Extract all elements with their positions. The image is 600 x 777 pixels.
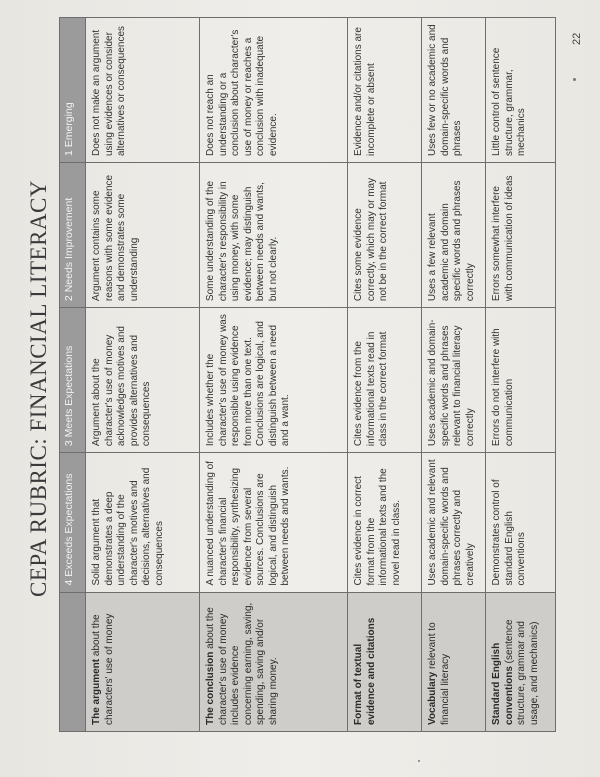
criterion-bold: Vocabulary (427, 671, 438, 725)
scan-speck (418, 760, 420, 762)
rubric-cell-needs-improvement: Some understanding of the character's responsibility in using money, with some evidence; may distinguish between needs and wants, but not clearly. (200, 163, 348, 308)
rubric-cell-needs-improvement: Uses a few relevant academic and domain specific words and phrases correctly (422, 163, 486, 308)
criterion-cell (422, 592, 486, 731)
header-meets-expectations: 3 Meets Expectations (60, 308, 86, 453)
page-number: 22 (571, 32, 583, 45)
header-exceeds-expectations: 4 Exceeds Expectations (60, 453, 86, 592)
criterion-cell (200, 592, 348, 731)
rubric-cell-needs-improvement: Argument contains some reasons with some evidence and demonstrates some understanding (86, 163, 200, 308)
rubric-cell-meets: Cites evidence from the informational texts read in class in the correct format (348, 308, 422, 453)
rubric-cell-emerging: Does not make an argument using evidences or consider alternatives or consequences (86, 18, 200, 163)
rubric-cell-needs-improvement: Cites some evidence correctly, which may or may not be in the correct format (348, 163, 422, 308)
rubric-row-vocabulary (422, 18, 486, 732)
rubric-cell-exceeds: A nuanced understanding of character's financial responsibility, synthesizing evidence from several sources. Conclusions are logical, and distinguish between needs and wants. (200, 453, 348, 592)
rubric-cell-exceeds: Solid argument that demonstrates a deep understanding of the character's motives and decisions, alternatives and consequences (86, 453, 200, 592)
criterion-cell (86, 592, 200, 731)
rubric-cell-exceeds: Cites evidence in correct format from the informational texts and the novel read in class. (348, 453, 422, 592)
rubric-row-argument (86, 18, 200, 732)
criterion-bold: The conclusion (205, 651, 216, 725)
header-emerging: 1 Emerging (60, 18, 86, 163)
criterion-text: about the characters' use of money (91, 613, 115, 725)
rubric-cell-meets: Argument about the character's use of money acknowledges motives and provides alternatives and consequences (86, 308, 200, 453)
header-criteria (60, 592, 86, 731)
rubric-table (59, 17, 556, 732)
criterion-bold: The argument (91, 658, 102, 725)
rubric-cell-emerging: Little control of sentence structure, grammar, mechanics (486, 18, 556, 163)
rubric-cell-meets: Uses academic and domain-specific words and phrases relevant to financial literacy correctly (422, 308, 486, 453)
header-row (60, 18, 86, 732)
criterion-cell (486, 592, 556, 731)
rubric-cell-exceeds: Demonstrates control of standard English conventions (486, 453, 556, 592)
criterion-bold: Format of textual evidence and citations (353, 617, 377, 725)
rubric-row-conclusion (200, 18, 348, 732)
rubric-cell-meets: Includes whether the character's use of money was responsible using evidence from more than one text. Conclusions are logical, and distinguish between a need and a want. (200, 308, 348, 453)
criterion-cell (348, 592, 422, 731)
rubric-cell-meets: Errors do not interfere with communication (486, 308, 556, 453)
page-title: CEPA RUBRIC: FINANCIAL LITERACY (26, 180, 51, 597)
rubric-row-conventions (486, 18, 556, 732)
criterion-bold: Standard English conventions (491, 642, 515, 725)
header-needs-improvement: 2 Needs Improvement (60, 163, 86, 308)
criterion-text: about the character's use of money includes evidence concerning earning, saving, spending, saving and/or sharing money. (205, 602, 279, 725)
rubric-cell-exceeds: Uses academic and relevant domain-specific words and phrases correctly and creatively (422, 453, 486, 592)
rubric-row-format (348, 18, 422, 732)
scan-speck (573, 78, 576, 81)
rubric-cell-emerging: Does not reach an understanding or a conclusion about character's use of money or reaches a conclusion with inadequate evidence. (200, 18, 348, 163)
criterion-text: (sentence structure, grammar and usage, and mechanics) (503, 619, 540, 725)
rubric-cell-emerging: Uses few or no academic and domain-specific words and phrases (422, 18, 486, 163)
criterion-text: relevant to financial literacy (427, 622, 451, 725)
rubric-cell-needs-improvement: Errors somewhat interfere with communication of ideas (486, 163, 556, 308)
rubric-cell-emerging: Evidence and/or citations are incomplete or absent (348, 18, 422, 163)
